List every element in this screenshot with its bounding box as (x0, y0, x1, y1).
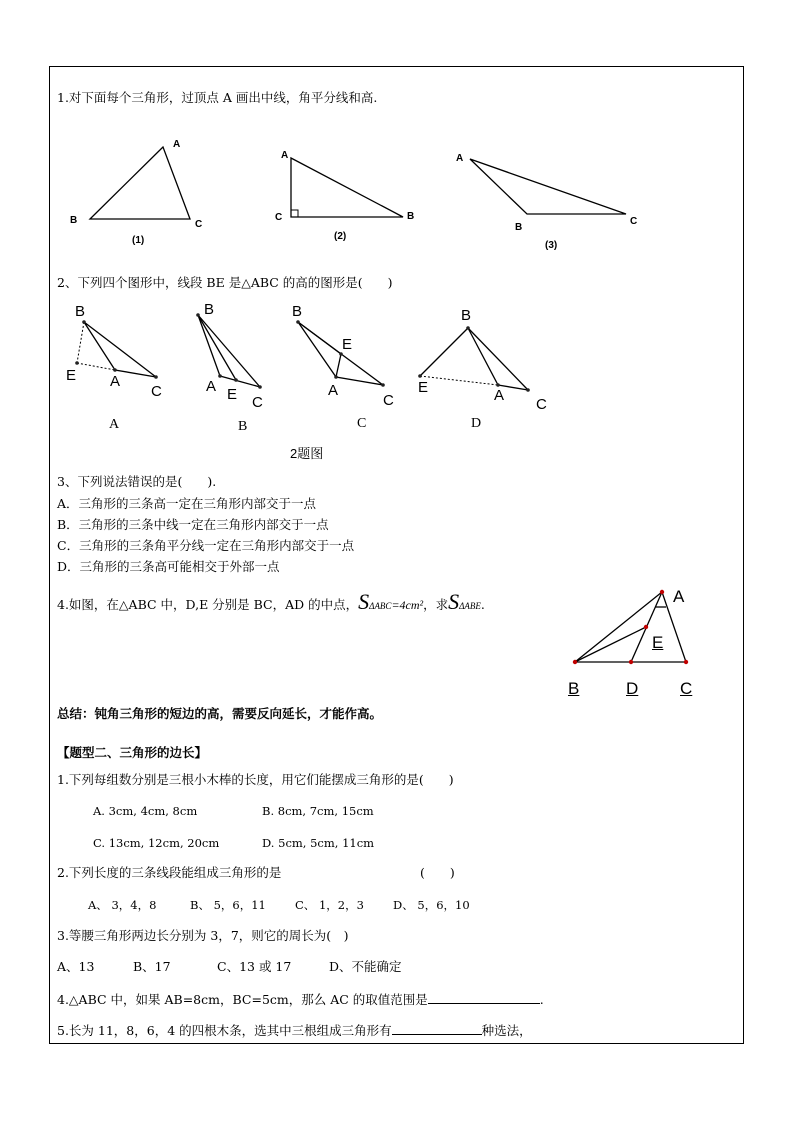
q2-figb-label-e: E (227, 386, 238, 403)
s2-q3-option-a: A、13 (57, 959, 95, 974)
s2-q2-text: 2.下列长度的三条线段能组成三角形的是 (57, 865, 282, 880)
q4-fig-label-b: B (568, 679, 580, 698)
s2-q4-text (57, 990, 544, 1008)
q3-option-c: C．三角形的三条角平分线一定在三角形内部交于一点 (57, 538, 355, 553)
s2-q4-answer-blank[interactable] (428, 990, 540, 1004)
q1-fig2-caption: (2) (334, 231, 347, 242)
s2-q2-option-b: B、 5，6，11 (190, 898, 266, 912)
s2-q1-text: 1.下列每组数分别是三根小木棒的长度，用它们能摆成三角形的是( ) (57, 772, 454, 787)
q4-s2-sub: ΔABE (459, 601, 481, 611)
s2-q2-option-a: A、 3，4，8 (88, 898, 157, 912)
q1-text: 1.对下面每个三角形，过顶点 A 画出中线，角平分线和高. (57, 90, 378, 105)
q3-option-b: B．三角形的三条中线一定在三角形内部交于一点 (57, 517, 329, 532)
q3-option-a: A．三角形的三条高一定在三角形内部交于一点 (57, 496, 317, 511)
s2-q3-option-d: D、不能确定 (329, 959, 402, 974)
s2-q1-option-c: C. 13cm, 12cm, 20cm (93, 836, 220, 850)
summary-text: 总结：钝角三角形的短边的高，需要反向延长，才能作高。 (57, 706, 383, 721)
s2-q2-paren: ( ) (420, 865, 455, 880)
q2-figa-label-e: E (66, 367, 77, 384)
q1-fig1-label-a: A (173, 139, 181, 150)
q2-figd-caption: D (471, 416, 482, 431)
q1-fig2-label-a: A (281, 150, 289, 161)
q1-fig1-caption: (1) (132, 235, 145, 246)
q1-fig3-label-b: B (515, 222, 523, 233)
q2-figc-label-b: B (292, 303, 303, 320)
s2-q5-prefix: 5.长为 11，8，6，4 的四根木条，选其中三根组成三角形有 (57, 1023, 392, 1038)
q4-s1-value: =4cm² (391, 598, 424, 612)
s2-q4-prefix: 4.△ABC 中，如果 AB=8cm，BC=5cm，那么 AC 的取值范围是 (57, 992, 428, 1007)
q4-fig-label-a: A (673, 587, 685, 606)
q1-fig1-label-b: B (70, 215, 78, 226)
q4-s2: S (448, 589, 460, 614)
q2-figure-title: 2题图 (290, 446, 324, 461)
q2-figd-label-b: B (461, 307, 472, 324)
q1-fig1-label-c: C (195, 219, 203, 230)
q2-figa-label-b: B (75, 303, 86, 320)
s2-q4-suffix: . (539, 992, 544, 1007)
q3-text: 3、下列说法错误的是( ). (57, 474, 217, 489)
q4-s1-sub: ΔABC (369, 601, 392, 611)
q1-fig3-caption: (3) (545, 240, 558, 251)
q3-option-d: D．三角形的三条高可能相交于外部一点 (57, 559, 280, 574)
q1-fig3-label-a: A (456, 153, 464, 164)
q4-fig-label-e: E (652, 633, 664, 652)
q2-figd-label-e: E (418, 379, 429, 396)
q2-figc-label-a: A (328, 382, 339, 399)
s2-q3-option-c: C、13 或 17 (217, 959, 292, 974)
q4-prefix: 4.如图，在△ABC 中，D,E 分别是 BC，AD 的中点， (57, 597, 359, 612)
q2-figd-label-c: C (536, 396, 547, 413)
q2-figc-label-e: E (342, 336, 353, 353)
q1-fig2-label-c: C (275, 212, 283, 223)
s2-q1-option-d: D. 5cm, 5cm, 11cm (262, 836, 375, 850)
q2-text: 2、下列四个图形中，线段 BE 是△ABC 的高的图形是( ) (57, 275, 393, 290)
q1-fig2-label-b: B (407, 211, 415, 222)
q4-fig-label-c: C (680, 679, 693, 698)
q1-fig3-label-c: C (630, 216, 638, 227)
s2-q5-text (57, 1021, 532, 1039)
section2-title: 【题型二、三角形的边长】 (57, 745, 208, 760)
q2-figb-label-b: B (204, 301, 215, 318)
q2-figc-label-c: C (383, 392, 394, 409)
s2-q2-option-d: D、 5，6，10 (393, 898, 470, 912)
s2-q3-option-b: B、17 (133, 959, 171, 974)
s2-q1-option-b: B. 8cm, 7cm, 15cm (262, 804, 374, 818)
q2-figa-label-a: A (110, 373, 121, 390)
q4-suffix: . (480, 597, 485, 612)
q4-fig-label-d: D (626, 679, 639, 698)
q2-figb-caption: B (238, 419, 248, 434)
q4-mid: ，求 (423, 597, 449, 612)
s2-q1-option-a: A. 3cm, 4cm, 8cm (93, 804, 198, 818)
s2-q5-suffix: 种选法， (481, 1023, 532, 1038)
q4-s1: S (358, 589, 370, 614)
q2-figc-caption: C (357, 416, 367, 431)
s2-q5-answer-blank[interactable] (392, 1021, 482, 1035)
s2-q2-option-c: C、 1，2，3 (295, 898, 364, 912)
s2-q3-text: 3.等腰三角形两边长分别为 3，7，则它的周长为( ) (57, 928, 349, 943)
q2-figb-label-c: C (252, 394, 263, 411)
q2-figa-caption: A (109, 417, 120, 432)
q2-figd-label-a: A (494, 387, 505, 404)
q2-figa-label-c: C (151, 383, 162, 400)
q2-figb-label-a: A (206, 378, 217, 395)
